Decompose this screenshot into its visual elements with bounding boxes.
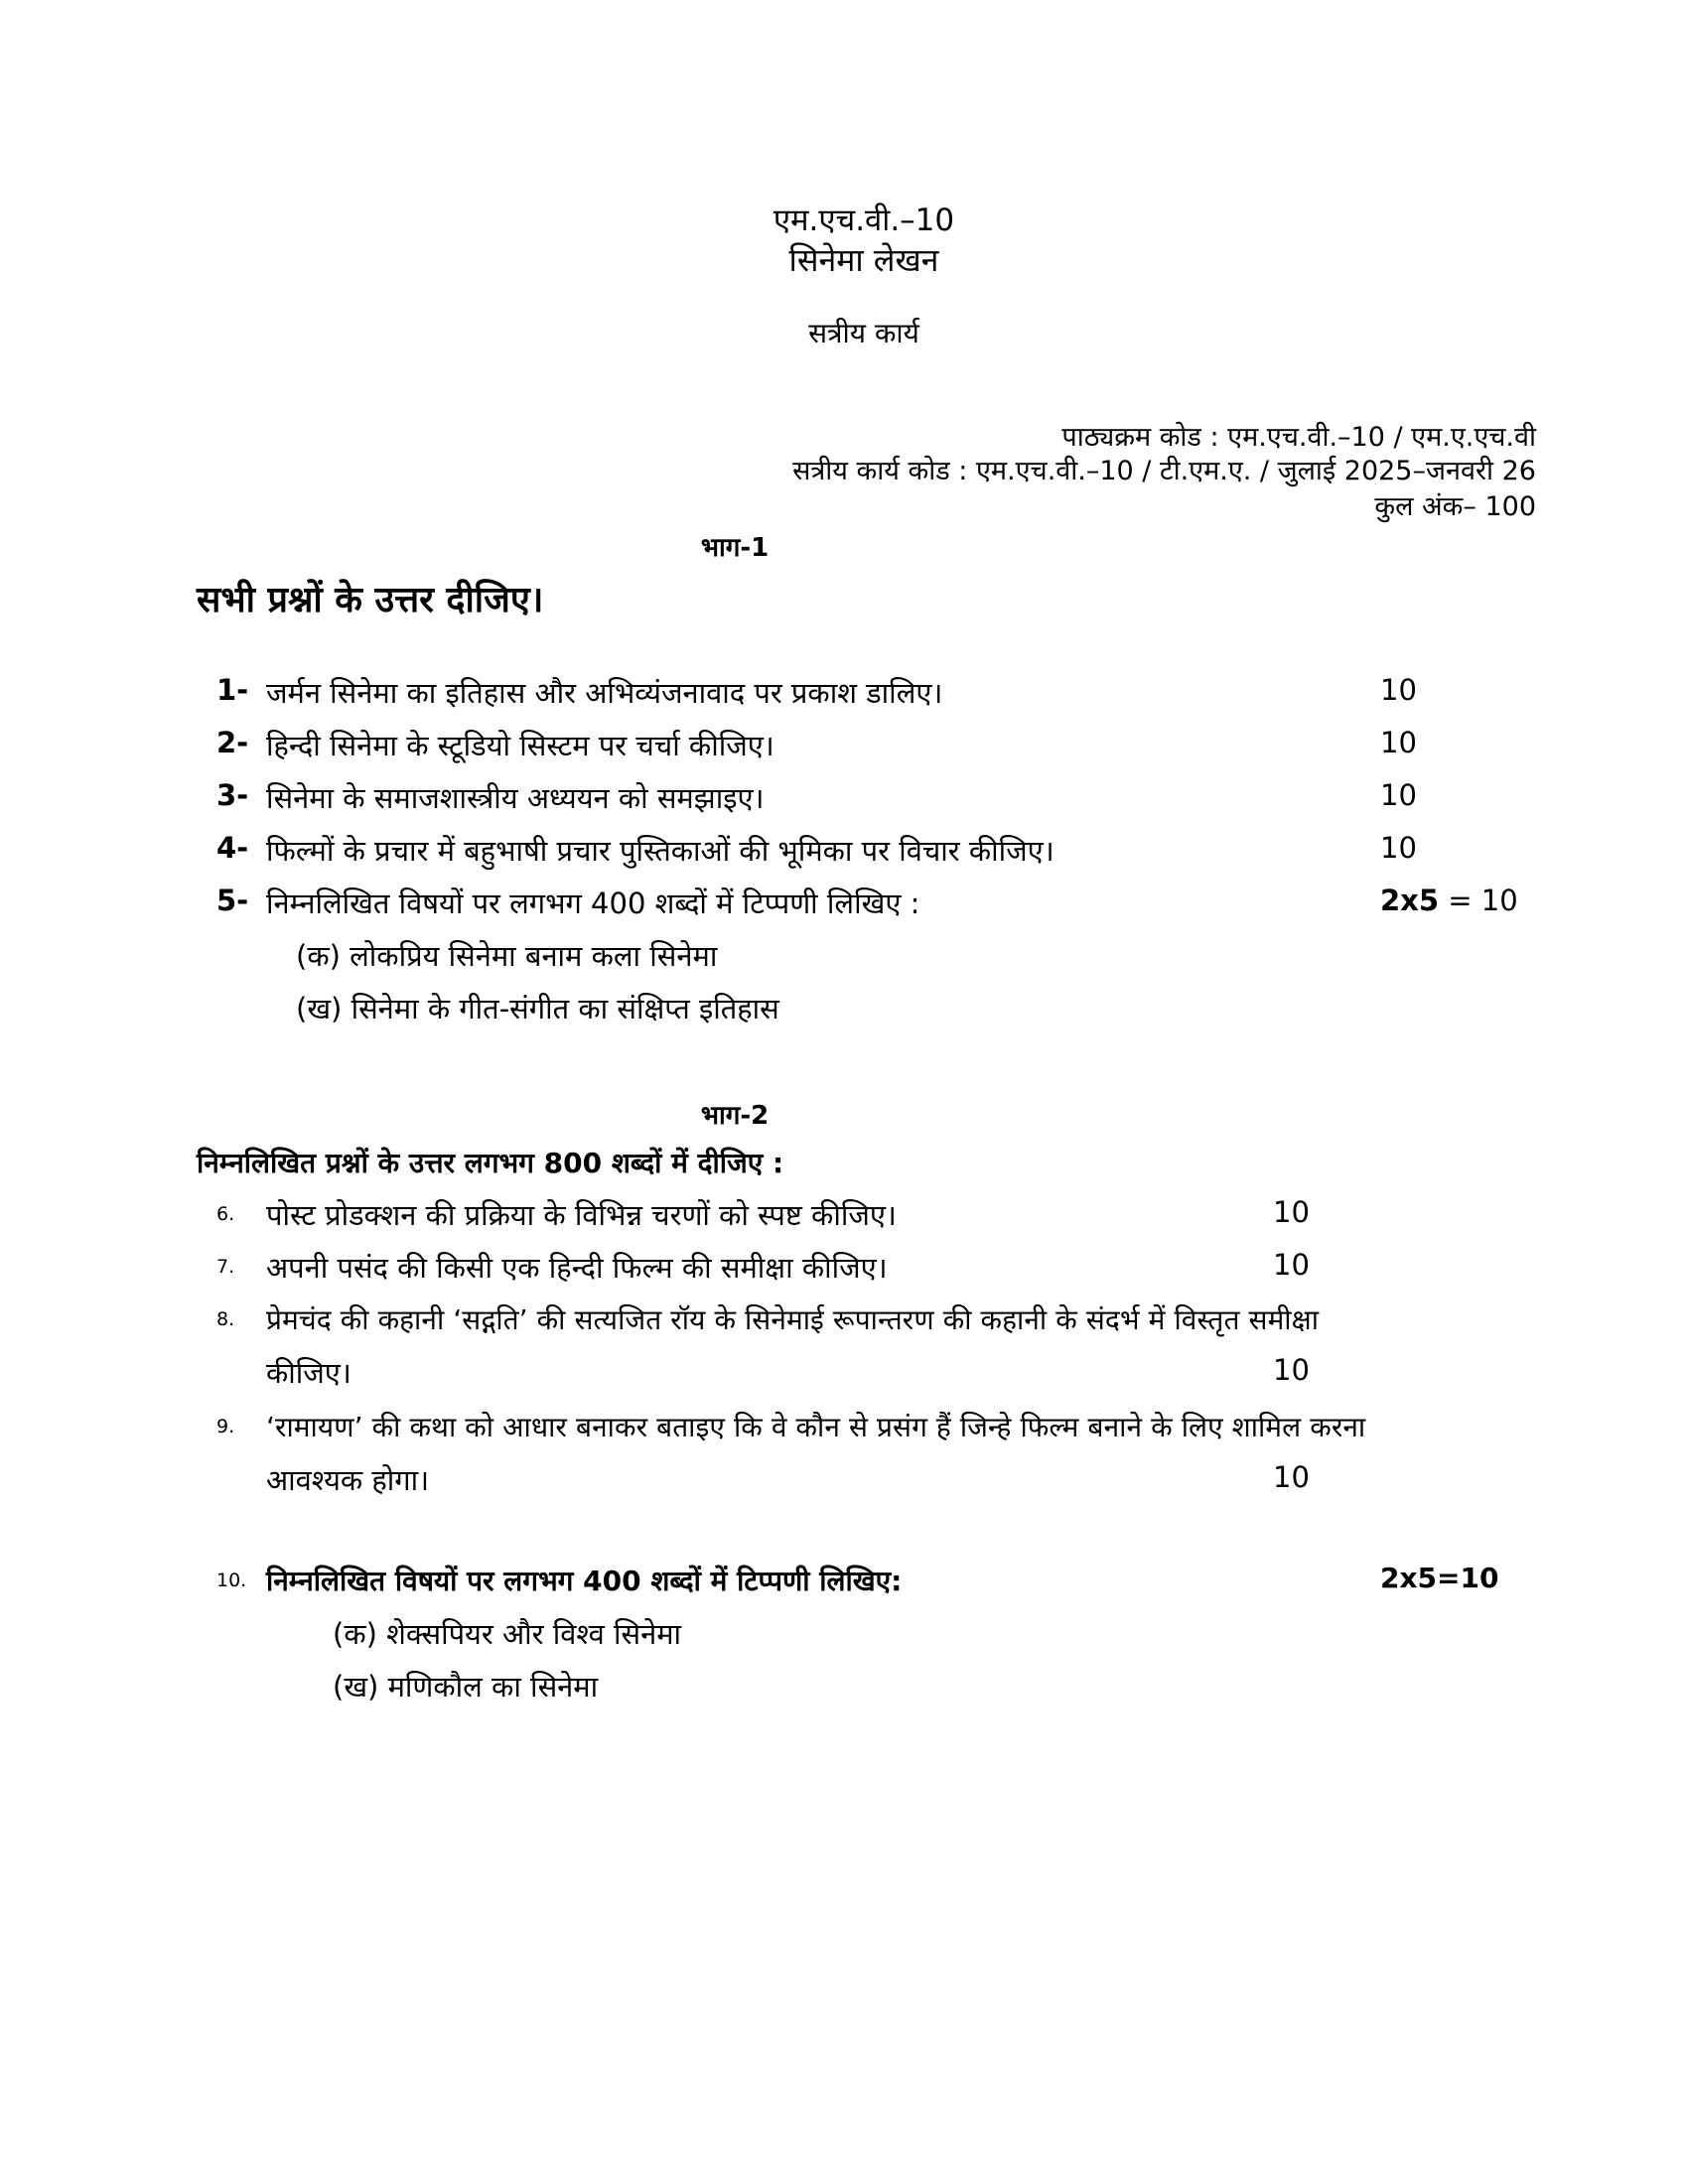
question-number: 10. — [216, 1570, 247, 1591]
question-text: निम्नलिखित विषयों पर लगभग 400 शब्दों में टिप्पणी लिखिए: — [266, 1565, 903, 1597]
total-marks-line: कुल अंक– 100 — [1374, 491, 1536, 522]
question-marks — [1380, 884, 1518, 917]
question-marks: 10 — [1380, 831, 1417, 865]
question-marks: 2x5=10 — [1380, 1562, 1499, 1594]
subitem-kha: (ख) सिनेमा के गीत-संगीत का संक्षिप्त इतिहास — [296, 992, 779, 1025]
course-title: सिनेमा लेखन — [788, 241, 939, 279]
question-number: 2- — [216, 726, 249, 759]
subitem-ka: (क) लोकप्रिय सिनेमा बनाम कला सिनेमा — [296, 939, 718, 973]
assignment-code-line: सत्रीय कार्य कोड : एम.एच.वी.–10 / टी.एम.ए. / जुलाई 2025–जनवरी 26 — [792, 456, 1536, 486]
question-text: फिल्मों के प्रचार में बहुभाषी प्रचार पुस्तिकाओं की भूमिका पर विचार कीजिए। — [266, 834, 1055, 868]
question-text-line1: ‘रामायण’ की कथा को आधार बनाकर बताइए कि वे कौन से प्रसंग हैं जिन्हे फिल्म बनाने के लिए शामिल करना — [266, 1411, 1366, 1443]
question-number: 6. — [216, 1203, 235, 1225]
question-number: 7. — [216, 1256, 235, 1278]
question-marks: 10 — [1273, 1353, 1310, 1387]
question-text: सिनेमा के समाजशास्त्रीय अध्ययन को समझाइए। — [266, 781, 765, 815]
marks-total: = 10 — [1439, 884, 1518, 917]
part1-instruction: सभी प्रश्नों के उत्तर दीजिए। — [197, 580, 544, 620]
question-number: 5- — [216, 884, 249, 917]
marks-multiplier: 2x5 — [1380, 884, 1440, 917]
question-marks: 10 — [1273, 1460, 1310, 1494]
question-text: हिन्दी सिनेमा के स्टूडियो सिस्टम पर चर्चा कीजिए। — [266, 729, 774, 762]
question-number: 9. — [216, 1416, 235, 1437]
course-code-short: एम.एच.वी.–10 — [773, 203, 955, 238]
question-number: 3- — [216, 778, 249, 812]
assignment-label: सत्रीय कार्य — [808, 317, 919, 349]
part2-heading: भाग-2 — [700, 1101, 770, 1131]
part1-heading: भाग-1 — [700, 533, 770, 563]
question-text-line2: आवश्यक होगा। — [266, 1463, 430, 1497]
question-number: 8. — [216, 1308, 235, 1330]
question-text-line2: कीजिए। — [266, 1356, 352, 1390]
subitem-kha: (ख) मणिकौल का सिनेमा — [333, 1670, 599, 1704]
question-text-line1: प्रेमचंद की कहानी ‘सद्गति’ की सत्यजित रॉय के सिनेमाई रूपान्तरण की कहानी के संदर्भ में विस्तृत समीक्षा — [266, 1303, 1320, 1336]
question-marks: 10 — [1380, 778, 1417, 812]
question-marks: 10 — [1380, 673, 1417, 707]
question-marks: 10 — [1273, 1195, 1310, 1229]
question-text: जर्मन सिनेमा का इतिहास और अभिव्यंजनावाद पर प्रकाश डालिए। — [266, 676, 943, 710]
question-marks: 10 — [1273, 1248, 1310, 1282]
course-code-line: पाठ्यक्रम कोड : एम.एच.वी.–10 / एम.ए.एच.वी — [1061, 422, 1536, 453]
question-number: 1- — [216, 673, 249, 707]
question-text: निम्नलिखित विषयों पर लगभग 400 शब्दों में टिप्पणी लिखिए : — [266, 887, 920, 920]
question-marks: 10 — [1380, 726, 1417, 759]
question-text: पोस्ट प्रोडक्शन की प्रक्रिया के विभिन्न चरणों को स्पष्ट कीजिए। — [266, 1198, 897, 1232]
question-number: 4- — [216, 831, 249, 865]
subitem-ka: (क) शेक्सपियर और विश्व सिनेमा — [333, 1617, 682, 1651]
question-text: अपनी पसंद की किसी एक हिन्दी फिल्म की समीक्षा कीजिए। — [266, 1251, 888, 1285]
part2-instruction: निम्नलिखित प्रश्नों के उत्तर लगभग 800 शब्दों में दीजिए : — [197, 1147, 784, 1179]
